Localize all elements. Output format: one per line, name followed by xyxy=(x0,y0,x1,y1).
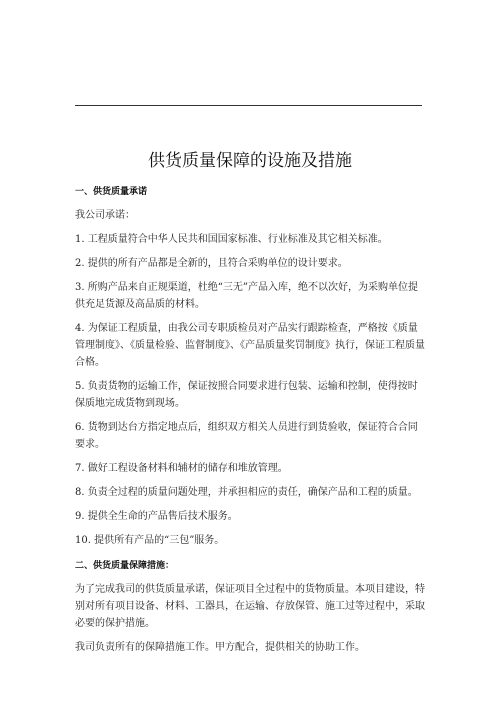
commitment-item-10: 10. 提供所有产品的“三包”服务。 xyxy=(75,535,225,546)
commitment-item-8: 8. 负责全过程的质量问题处理，并承担相应的责任，确保产品和工程的质量。 xyxy=(75,487,418,498)
commitment-item-7: 7. 做好工程设备材料和辅材的储存和堆放管理。 xyxy=(75,463,288,474)
section-heading-measures: 二、供货质量保障措施： xyxy=(75,561,175,571)
document-body xyxy=(75,186,425,656)
commitment-intro: 我公司承诺： xyxy=(75,210,135,221)
measures-paragraph-1: 为了完成我司的供货质量承诺，保证项目全过程中的货物质量。本项目建设，特别对所有项目设备、材料、工器具，在运输、存放保管、施工过等过程中，采取必要的保护措施。 xyxy=(75,584,425,629)
commitment-item-6: 6. 货物到达台方指定地点后，组织双方相关人员进行到货验收，保证符合合同要求。 xyxy=(75,422,418,450)
document-title: 供货质量保障的设施及措施 xyxy=(148,151,352,171)
commitment-item-1: 1. 工程质量符合中华人民共和国国家标准、行业标准及其它相关标准。 xyxy=(75,234,388,245)
commitment-item-5: 5. 负责货物的运输工作，保证按照合同要求进行包装、运输和控制，使得按时保质地完成货物到现场。 xyxy=(75,381,418,409)
commitment-item-3: 3. 所购产品来自正规渠道，杜绝“三无”产品入库，绝不以次好，为采购单位提供充足货源及高品质的材料。 xyxy=(75,282,418,310)
commitment-item-2: 2. 提供的所有产品都是全新的，且符合采购单位的设计要求。 xyxy=(75,258,348,269)
commitment-item-4: 4. 为保证工程质量，由我公司专职质检员对产品实行跟踪检查，严格按《质量管理制度》、《质量检验、监督制度》、《产品质量奖罚制度》执行，保证工程质量合格。 xyxy=(75,323,425,368)
commitment-item-9: 9. 提供全生命的产品售后技术服务。 xyxy=(75,511,238,522)
header-rule xyxy=(75,105,422,106)
measures-paragraph-2: 我司负责所有的保障措施工作。甲方配合，提供相关的协助工作。 xyxy=(75,642,365,653)
section-heading-commitment: 一、供货质量承诺 xyxy=(75,187,148,197)
